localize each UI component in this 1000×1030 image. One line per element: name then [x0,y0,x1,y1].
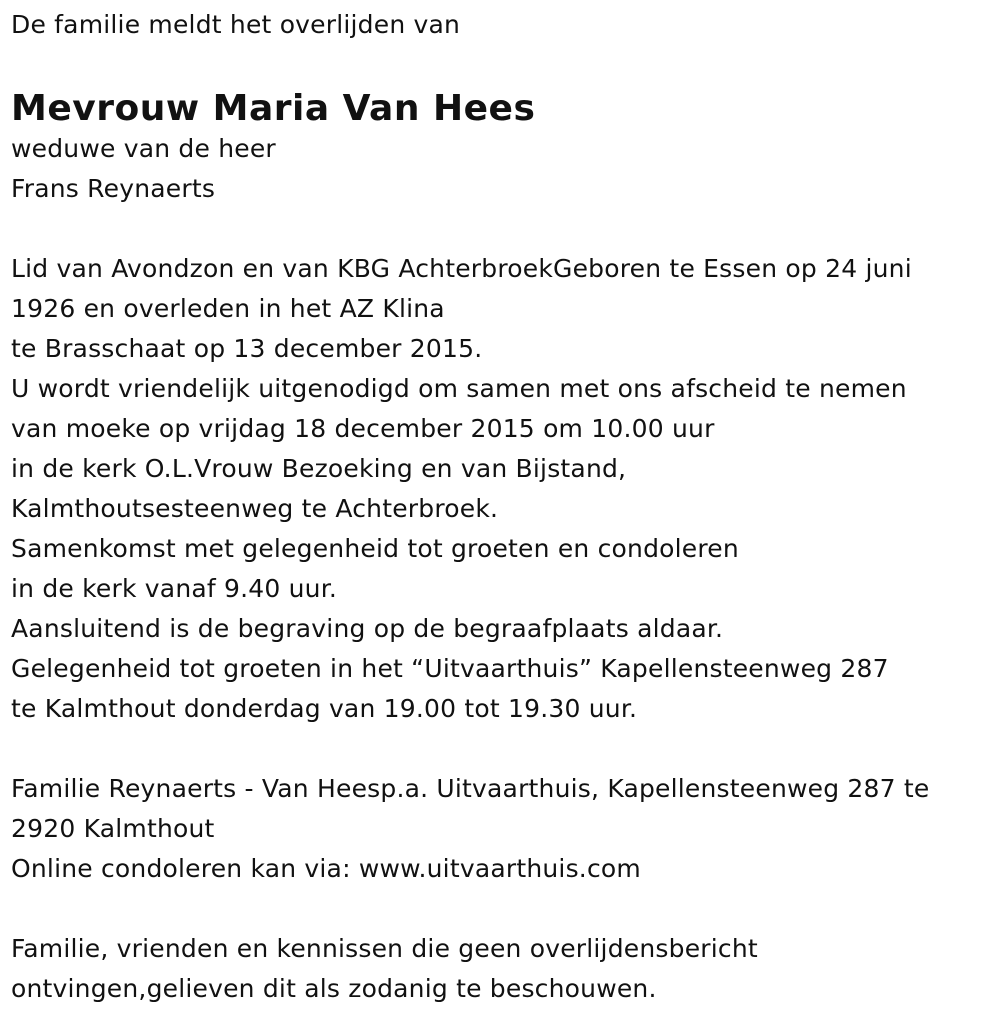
body-line: van moeke op vrijdag 18 december 2015 om 10.00 uur [11,414,715,443]
body-line: in de kerk vanaf 9.40 uur. [11,574,338,603]
spouse-line: weduwe van de heer [11,134,276,163]
body-line: Gelegenheid tot groeten in het “Uitvaarthuis” Kapellensteenweg 287 [11,654,889,683]
intro-text: De familie meldt het overlijden van [11,10,461,39]
body-line: Samenkomst met gelegenheid tot groeten en condoleren [11,534,739,563]
deceased-name: Mevrouw Maria Van Hees [11,88,536,129]
spouse-line: Frans Reynaerts [11,174,216,203]
spacer [11,209,991,249]
body-line: te Brasschaat op 13 december 2015. [11,334,483,363]
contact-line: Familie Reynaerts - Van Heesp.a. Uitvaarthuis, Kapellensteenweg 287 te [11,774,930,803]
contact-section [11,769,991,889]
body-line: Lid van Avondzon en van KBG AchterbroekGeboren te Essen op 24 juni [11,254,912,283]
closing-section [11,929,991,1009]
body-section [11,249,991,729]
contact-line: Online condoleren kan via: www.uitvaarthuis.com [11,854,641,883]
body-line: Aansluitend is de begraving op de begraafplaats aldaar. [11,614,724,643]
body-line: Kalmthoutsesteenweg te Achterbroek. [11,494,499,523]
body-line: 1926 en overleden in het AZ Klina [11,294,445,323]
body-line: U wordt vriendelijk uitgenodigd om samen met ons afscheid te nemen [11,374,907,403]
closing-line: Familie, vrienden en kennissen die geen overlijdensbericht [11,934,758,963]
spacer [11,889,991,929]
spacer [11,729,991,769]
spouse-section [11,129,991,209]
closing-line: ontvingen,gelieven dit als zodanig te beschouwen. [11,974,657,1003]
contact-line: 2920 Kalmthout [11,814,215,843]
obituary-notice [11,0,991,1009]
body-line: in de kerk O.L.Vrouw Bezoeking en van Bijstand, [11,454,627,483]
body-line: te Kalmthout donderdag van 19.00 tot 19.30 uur. [11,694,638,723]
